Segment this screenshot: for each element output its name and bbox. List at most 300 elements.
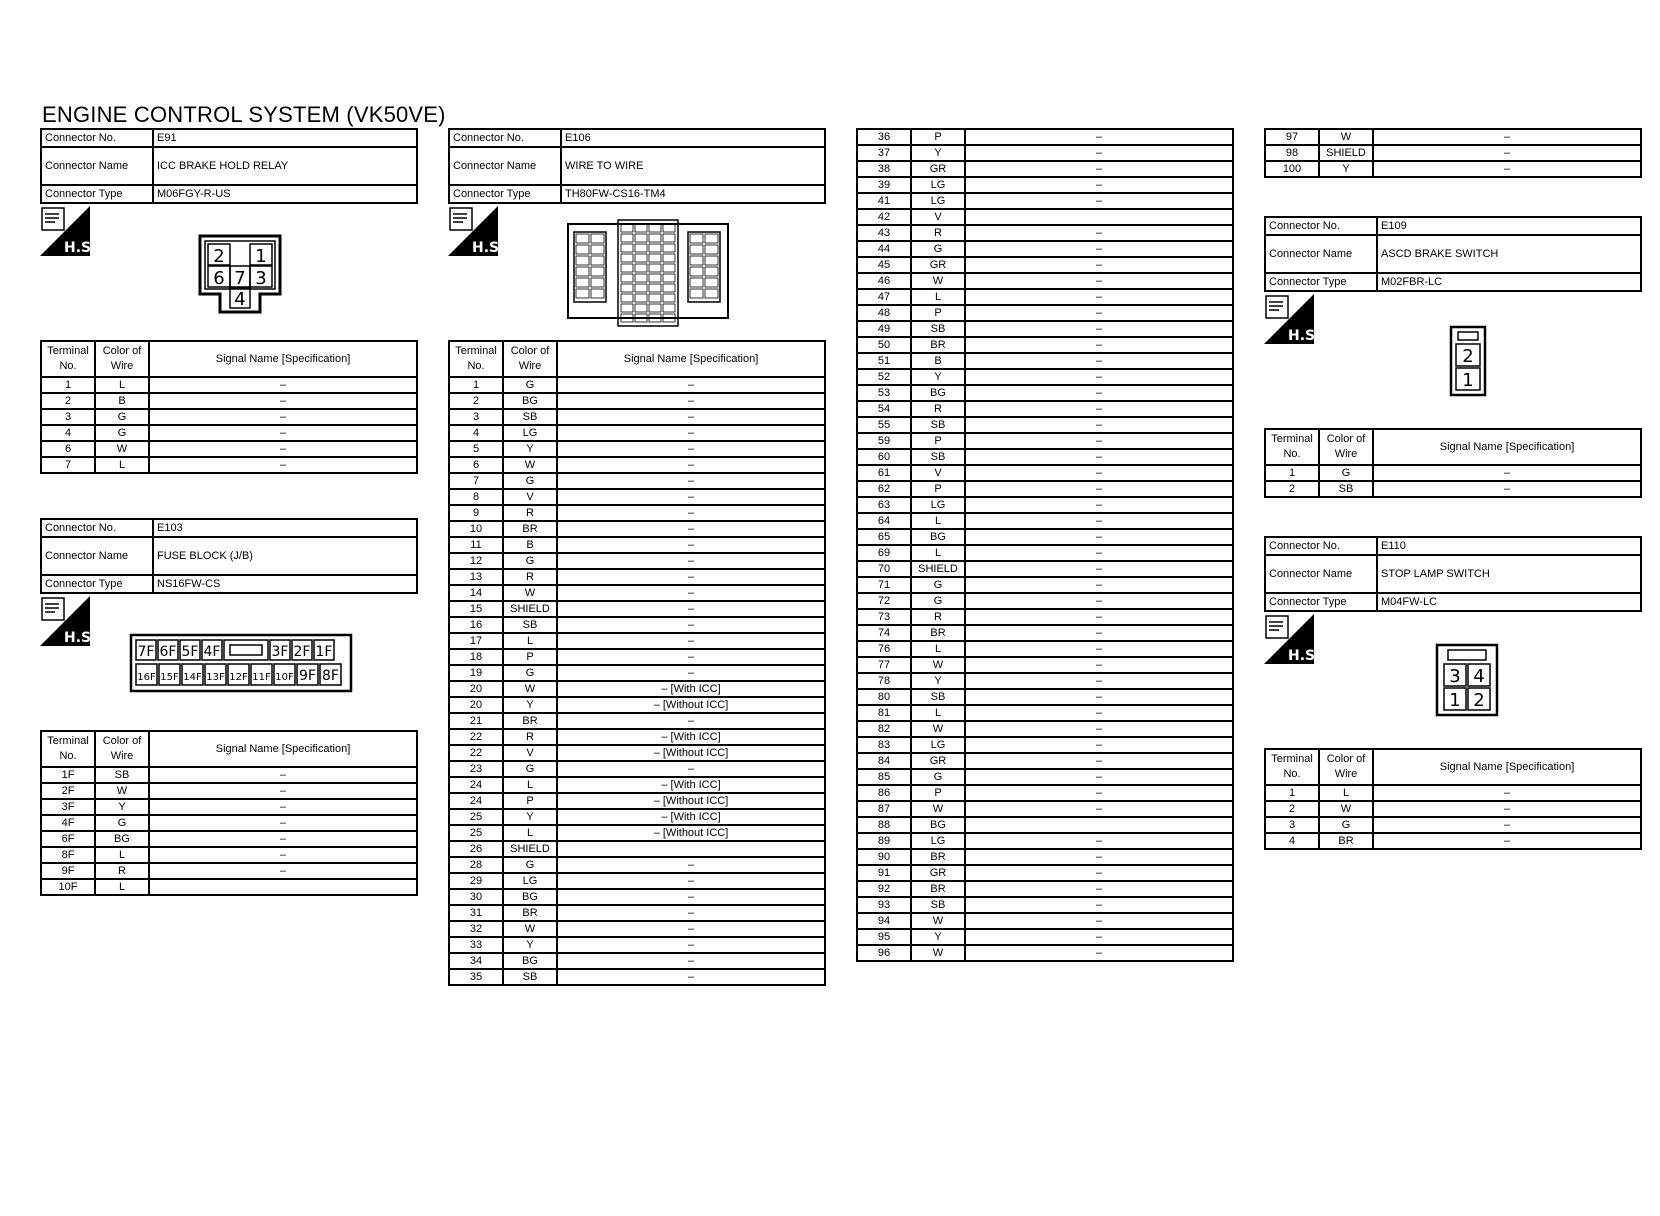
svg-text:3F: 3F [271,644,289,660]
signal-name-cell: – [557,633,825,649]
table-row [449,617,825,633]
table-row [449,409,825,425]
terminal-no-cell: 19 [449,665,503,681]
table-row [1265,801,1641,817]
table-row [857,769,1233,785]
wire-color-cell: R [503,729,557,745]
terminal-table-e91: Terminal No. Color of Wire Signal Name [Specification] 1 L – 2 B – 3 G – 4 G – 6 W – 7 L – [40,340,418,474]
signal-name-cell: – [965,561,1233,577]
terminal-no-cell: 9 [449,505,503,521]
table-row [857,385,1233,401]
table-row [857,481,1233,497]
table-row [449,441,825,457]
terminal-no-cell: 1 [1265,465,1319,481]
terminal-no-cell: 7 [449,473,503,489]
terminal-no-cell: 78 [857,673,911,689]
signal-name-cell: – [965,449,1233,465]
table-row [857,449,1233,465]
svg-text:4: 4 [1473,666,1485,687]
svg-text:5F: 5F [181,644,199,660]
signal-name-cell: – [1373,161,1641,177]
hs-icon [1264,294,1321,349]
terminal-no-cell: 39 [857,177,911,193]
table-row [449,393,825,409]
table-row [41,799,417,815]
wire-color-cell: G [95,815,149,831]
signal-name-cell: – [965,145,1233,161]
terminal-no-cell: 82 [857,721,911,737]
signal-name-cell: – [965,833,1233,849]
wire-color-cell: G [503,377,557,393]
wire-color-cell: V [503,745,557,761]
wire-color-cell: L [911,641,965,657]
signal-name-cell: – [557,665,825,681]
terminal-no-cell: 7 [41,457,95,473]
table-row [449,889,825,905]
terminal-no-cell: 41 [857,193,911,209]
terminal-no-cell: 3 [449,409,503,425]
connector-no-value: E91 [153,129,417,147]
wire-color-cell: W [911,721,965,737]
wire-color-cell: L [503,777,557,793]
wire-color-cell: G [503,665,557,681]
wire-color-cell: Y [503,809,557,825]
wire-color-cell: BG [95,831,149,847]
table-row [41,441,417,457]
signal-name-cell: – [965,913,1233,929]
terminal-no-cell: 2 [1265,481,1319,497]
signal-name-cell: – [Without ICC] [557,697,825,713]
wire-color-cell: W [911,657,965,673]
wire-color-cell: SB [911,417,965,433]
terminal-no-cell: 32 [449,921,503,937]
table-row [857,129,1233,145]
terminal-no-cell: 63 [857,497,911,513]
table-row [1265,145,1641,161]
wire-color-cell: W [911,801,965,817]
terminal-no-cell: 53 [857,385,911,401]
terminal-no-cell: 17 [449,633,503,649]
wire-color-cell: R [911,225,965,241]
connector-info-e109: Connector No. E109 Connector Name ASCD BRAKE SWITCH Connector Type M02FBR-LC [1264,216,1642,292]
table-row [449,857,825,873]
wire-color-cell: G [1319,817,1373,833]
table-row [41,847,417,863]
wire-color-cell: BR [503,905,557,921]
terminal-no-cell: 4F [41,815,95,831]
wire-color-cell: W [911,913,965,929]
svg-text:15F: 15F [160,672,179,683]
signal-name-cell [557,841,825,857]
signal-name-cell: – [965,369,1233,385]
terminal-no-cell: 22 [449,729,503,745]
wire-color-cell: GR [911,753,965,769]
terminal-no-cell: 35 [449,969,503,985]
table-row [449,921,825,937]
signal-name-cell: – [965,753,1233,769]
signal-name-cell: – [149,831,417,847]
terminal-no-cell: 6F [41,831,95,847]
wire-color-cell: Y [911,929,965,945]
wire-color-cell: G [911,769,965,785]
signal-name-cell: – [557,953,825,969]
signal-name-cell: – [557,553,825,569]
table-row [857,337,1233,353]
wire-color-cell: SB [95,767,149,783]
signal-name-cell: – [965,929,1233,945]
signal-name-cell: – [With ICC] [557,681,825,697]
terminal-no-cell: 81 [857,705,911,721]
signal-name-cell: – [965,785,1233,801]
table-row [449,633,825,649]
table-row [449,649,825,665]
page-title: ENGINE CONTROL SYSTEM (VK50VE) [42,102,446,127]
svg-text:3: 3 [1449,666,1461,687]
signal-name-cell: – [557,937,825,953]
terminal-no-cell: 1 [1265,785,1319,801]
table-row [449,761,825,777]
terminal-no-cell: 61 [857,465,911,481]
signal-name-cell: – [149,393,417,409]
wire-color-cell: W [503,457,557,473]
svg-text:2F: 2F [293,644,311,660]
signal-name-cell: – [965,385,1233,401]
table-row [449,505,825,521]
table-row [449,809,825,825]
svg-text:3: 3 [255,268,267,289]
wire-color-cell: R [95,863,149,879]
terminal-no-cell: 95 [857,929,911,945]
wire-color-cell: L [95,457,149,473]
terminal-no-cell: 62 [857,481,911,497]
terminal-no-cell: 96 [857,945,911,961]
wire-color-cell: SHIELD [503,601,557,617]
svg-text:1F: 1F [315,644,333,660]
table-row [857,433,1233,449]
table-row [449,601,825,617]
svg-text:2: 2 [213,246,225,267]
wire-color-cell: P [911,481,965,497]
signal-name-cell: – [557,537,825,553]
terminal-no-cell: 33 [449,937,503,953]
signal-name-cell: – [149,863,417,879]
table-row [857,801,1233,817]
signal-name-cell: – [557,905,825,921]
wire-color-cell: G [911,241,965,257]
table-row [857,689,1233,705]
terminal-no-cell: 89 [857,833,911,849]
connector-info-e106: Connector No. E106 Connector Name WIRE TO WIRE Connector Type TH80FW-CS16-TM4 [448,128,826,204]
table-row [857,929,1233,945]
terminal-no-cell: 74 [857,625,911,641]
table-row [449,905,825,921]
terminal-no-cell: 10 [449,521,503,537]
table-row [449,569,825,585]
table-row [449,665,825,681]
table-row [449,793,825,809]
table-row [857,145,1233,161]
signal-name-cell: – [557,441,825,457]
signal-name-cell: – [965,657,1233,673]
terminal-no-cell: 87 [857,801,911,817]
terminal-no-cell: 29 [449,873,503,889]
wire-color-cell: BG [503,889,557,905]
terminal-no-cell: 2F [41,783,95,799]
wire-color-cell: BR [911,337,965,353]
connector-diagram-e106 [566,220,730,331]
table-row [857,529,1233,545]
wire-color-cell: LG [911,833,965,849]
table-row [857,321,1233,337]
table-row [857,849,1233,865]
terminal-no-cell: 2 [1265,801,1319,817]
wire-color-cell: P [503,793,557,809]
terminal-no-cell: 16 [449,617,503,633]
table-row [857,641,1233,657]
table-row [449,953,825,969]
signal-name-cell: – [557,409,825,425]
signal-name-cell: – [965,513,1233,529]
hs-icon [448,206,505,261]
terminal-no-cell: 3 [1265,817,1319,833]
table-row [857,817,1233,833]
svg-text:10F: 10F [275,672,294,683]
svg-text:6F: 6F [159,644,177,660]
terminal-no-cell: 2 [449,393,503,409]
terminal-no-cell: 76 [857,641,911,657]
terminal-no-cell: 44 [857,241,911,257]
wire-color-cell: L [911,545,965,561]
table-row [41,879,417,895]
terminal-no-cell: 10F [41,879,95,895]
wire-color-cell: L [503,825,557,841]
connector-info-e103: Connector No. E103 Connector Name FUSE BLOCK (J/B) Connector Type NS16FW-CS [40,518,418,594]
wire-color-cell: G [503,761,557,777]
signal-name-cell: – [965,353,1233,369]
signal-name-cell: – [965,529,1233,545]
terminal-no-cell: 13 [449,569,503,585]
signal-name-cell: – [149,847,417,863]
table-row [449,713,825,729]
table-row [41,831,417,847]
terminal-no-cell: 97 [1265,129,1319,145]
table-row [857,513,1233,529]
terminal-no-cell: 34 [449,953,503,969]
table-row [449,681,825,697]
terminal-table-e106-part1: Terminal No. Color of Wire Signal Name [Specification] 1 G – 2 BG – 3 SB – 4 LG – 5 Y – 6 W – 7 G – 8 V – 9 R – 10 BR – 11 B – 12 G – 13 R – 14 W – 15 SHIELD – 16 SB – 17 L – 18 P – 19 G – 20 W – [With ICC] 20 Y – [Without ICC] 21 BR – 22 R – [With ICC] 22 V – [Without ICC] 23 G – 24 L – [With ICC] 24 P – [Without ICC] 25 Y – [With ICC] 25 L – [Without ICC] 26 SHIELD 28 G – 29 LG – 30 BG – 31 BR – 32 W – 33 Y – 34 BG – 35 SB – [448,340,826,986]
table-row [857,945,1233,961]
table-row [449,841,825,857]
signal-name-cell: – [965,865,1233,881]
wire-color-cell: SB [911,449,965,465]
terminal-no-cell: 9F [41,863,95,879]
signal-name-cell: – [Without ICC] [557,825,825,841]
signal-name-cell: – [965,609,1233,625]
signal-name-cell: – [965,193,1233,209]
table-row [449,489,825,505]
signal-name-cell: – [557,617,825,633]
terminal-no-cell: 5 [449,441,503,457]
terminal-no-cell: 28 [449,857,503,873]
terminal-no-cell: 98 [1265,145,1319,161]
signal-name-cell: – [1373,833,1641,849]
wire-color-cell: Y [911,673,965,689]
connector-info-e91: Connector No. E91 Connector Name ICC BRAKE HOLD RELAY Connector Type M06FGY-R-US [40,128,418,204]
connector-diagram-e91 [198,234,282,319]
wire-color-cell: BR [1319,833,1373,849]
terminal-no-cell: 21 [449,713,503,729]
terminal-no-cell: 55 [857,417,911,433]
svg-text:4F: 4F [203,644,221,660]
terminal-no-cell: 91 [857,865,911,881]
wire-color-cell: BR [911,625,965,641]
wire-color-cell: L [503,633,557,649]
signal-name-cell: – [Without ICC] [557,745,825,761]
terminal-no-cell: 50 [857,337,911,353]
wire-color-cell: P [503,649,557,665]
svg-text:H.S.: H.S. [1288,328,1321,344]
signal-name-cell: – [557,489,825,505]
table-row [857,225,1233,241]
terminal-no-cell: 100 [1265,161,1319,177]
signal-name-cell: – [965,177,1233,193]
signal-name-cell: – [965,289,1233,305]
wire-color-cell: BR [503,521,557,537]
signal-name-cell: – [149,799,417,815]
terminal-no-cell: 38 [857,161,911,177]
column-1 [40,128,418,204]
table-row [449,553,825,569]
terminal-no-cell: 24 [449,793,503,809]
terminal-no-cell: 1 [41,377,95,393]
svg-text:4: 4 [234,289,246,310]
table-row [857,561,1233,577]
signal-name-cell: – [965,161,1233,177]
signal-name-cell: – [965,401,1233,417]
signal-name-cell: – [965,737,1233,753]
wire-color-cell: Y [911,145,965,161]
table-row [449,585,825,601]
terminal-no-cell: 2 [41,393,95,409]
wire-color-cell: LG [911,193,965,209]
wire-color-cell: Y [911,369,965,385]
terminal-no-cell: 37 [857,145,911,161]
terminal-no-cell: 1 [449,377,503,393]
table-row [41,767,417,783]
wire-color-cell: V [911,209,965,225]
signal-name-cell: – [1373,801,1641,817]
table-row [1265,465,1641,481]
wire-color-cell: GR [911,161,965,177]
signal-name-cell: – [With ICC] [557,809,825,825]
table-row [857,913,1233,929]
signal-name-cell: – [With ICC] [557,729,825,745]
table-row [857,545,1233,561]
table-row [449,521,825,537]
terminal-table-e109: Terminal No. Color of Wire Signal Name [Specification] 1 G – 2 SB – [1264,428,1642,498]
wire-color-cell: SHIELD [911,561,965,577]
terminal-no-cell: 26 [449,841,503,857]
svg-text:13F: 13F [206,672,225,683]
signal-name-cell: – [965,225,1233,241]
wire-color-cell: W [503,921,557,937]
terminal-no-cell: 4 [449,425,503,441]
signal-name-cell: – [557,873,825,889]
table-row [857,753,1233,769]
wire-color-cell: GR [911,257,965,273]
terminal-no-cell: 6 [41,441,95,457]
table-row [1265,481,1641,497]
wire-color-cell: L [95,847,149,863]
wire-color-cell: SHIELD [1319,145,1373,161]
wire-color-cell: G [503,553,557,569]
signal-name-cell: – [149,457,417,473]
wire-color-cell: BR [911,881,965,897]
terminal-no-cell: 92 [857,881,911,897]
signal-name-cell: – [Without ICC] [557,793,825,809]
table-row [449,825,825,841]
wire-color-cell: SB [503,969,557,985]
terminal-no-cell: 94 [857,913,911,929]
terminal-no-cell: 49 [857,321,911,337]
svg-text:9F: 9F [299,668,316,684]
terminal-no-cell: 11 [449,537,503,553]
connector-info-e110: Connector No. E110 Connector Name STOP LAMP SWITCH Connector Type M04FW-LC [1264,536,1642,612]
terminal-no-cell: 48 [857,305,911,321]
terminal-no-cell: 25 [449,825,503,841]
table-row [857,305,1233,321]
terminal-no-cell: 59 [857,433,911,449]
svg-text:H.S.: H.S. [1288,648,1321,664]
terminal-no-cell: 45 [857,257,911,273]
connector-name-value: ICC BRAKE HOLD RELAY [153,147,417,185]
table-row [1265,785,1641,801]
terminal-no-cell: 30 [449,889,503,905]
signal-name-cell: – [965,945,1233,961]
connector-diagram-e109 [1450,326,1486,401]
table-row [449,457,825,473]
terminal-no-cell: 80 [857,689,911,705]
wire-color-cell: R [503,505,557,521]
table-row [857,865,1233,881]
terminal-no-cell: 18 [449,649,503,665]
wire-color-cell: B [95,393,149,409]
table-row [857,737,1233,753]
svg-text:7F: 7F [137,644,155,660]
signal-name-cell: – [557,377,825,393]
wire-color-cell: L [95,879,149,895]
signal-name-cell: – [965,273,1233,289]
signal-name-cell: – [965,577,1233,593]
svg-text:16F: 16F [137,672,156,683]
table-row [41,377,417,393]
terminal-table-e106-part2 [856,128,1234,962]
connector-diagram-e110 [1436,644,1498,721]
terminal-no-cell: 64 [857,513,911,529]
table-row [857,497,1233,513]
table-row [857,369,1233,385]
signal-name-cell: – [965,481,1233,497]
terminal-no-cell: 46 [857,273,911,289]
wire-color-cell: Y [503,441,557,457]
terminal-no-cell: 23 [449,761,503,777]
table-row [857,177,1233,193]
signal-name-cell: – [1373,129,1641,145]
svg-text:1: 1 [255,246,267,267]
wire-color-cell: B [503,537,557,553]
wire-color-cell: L [911,705,965,721]
terminal-no-cell: 43 [857,225,911,241]
